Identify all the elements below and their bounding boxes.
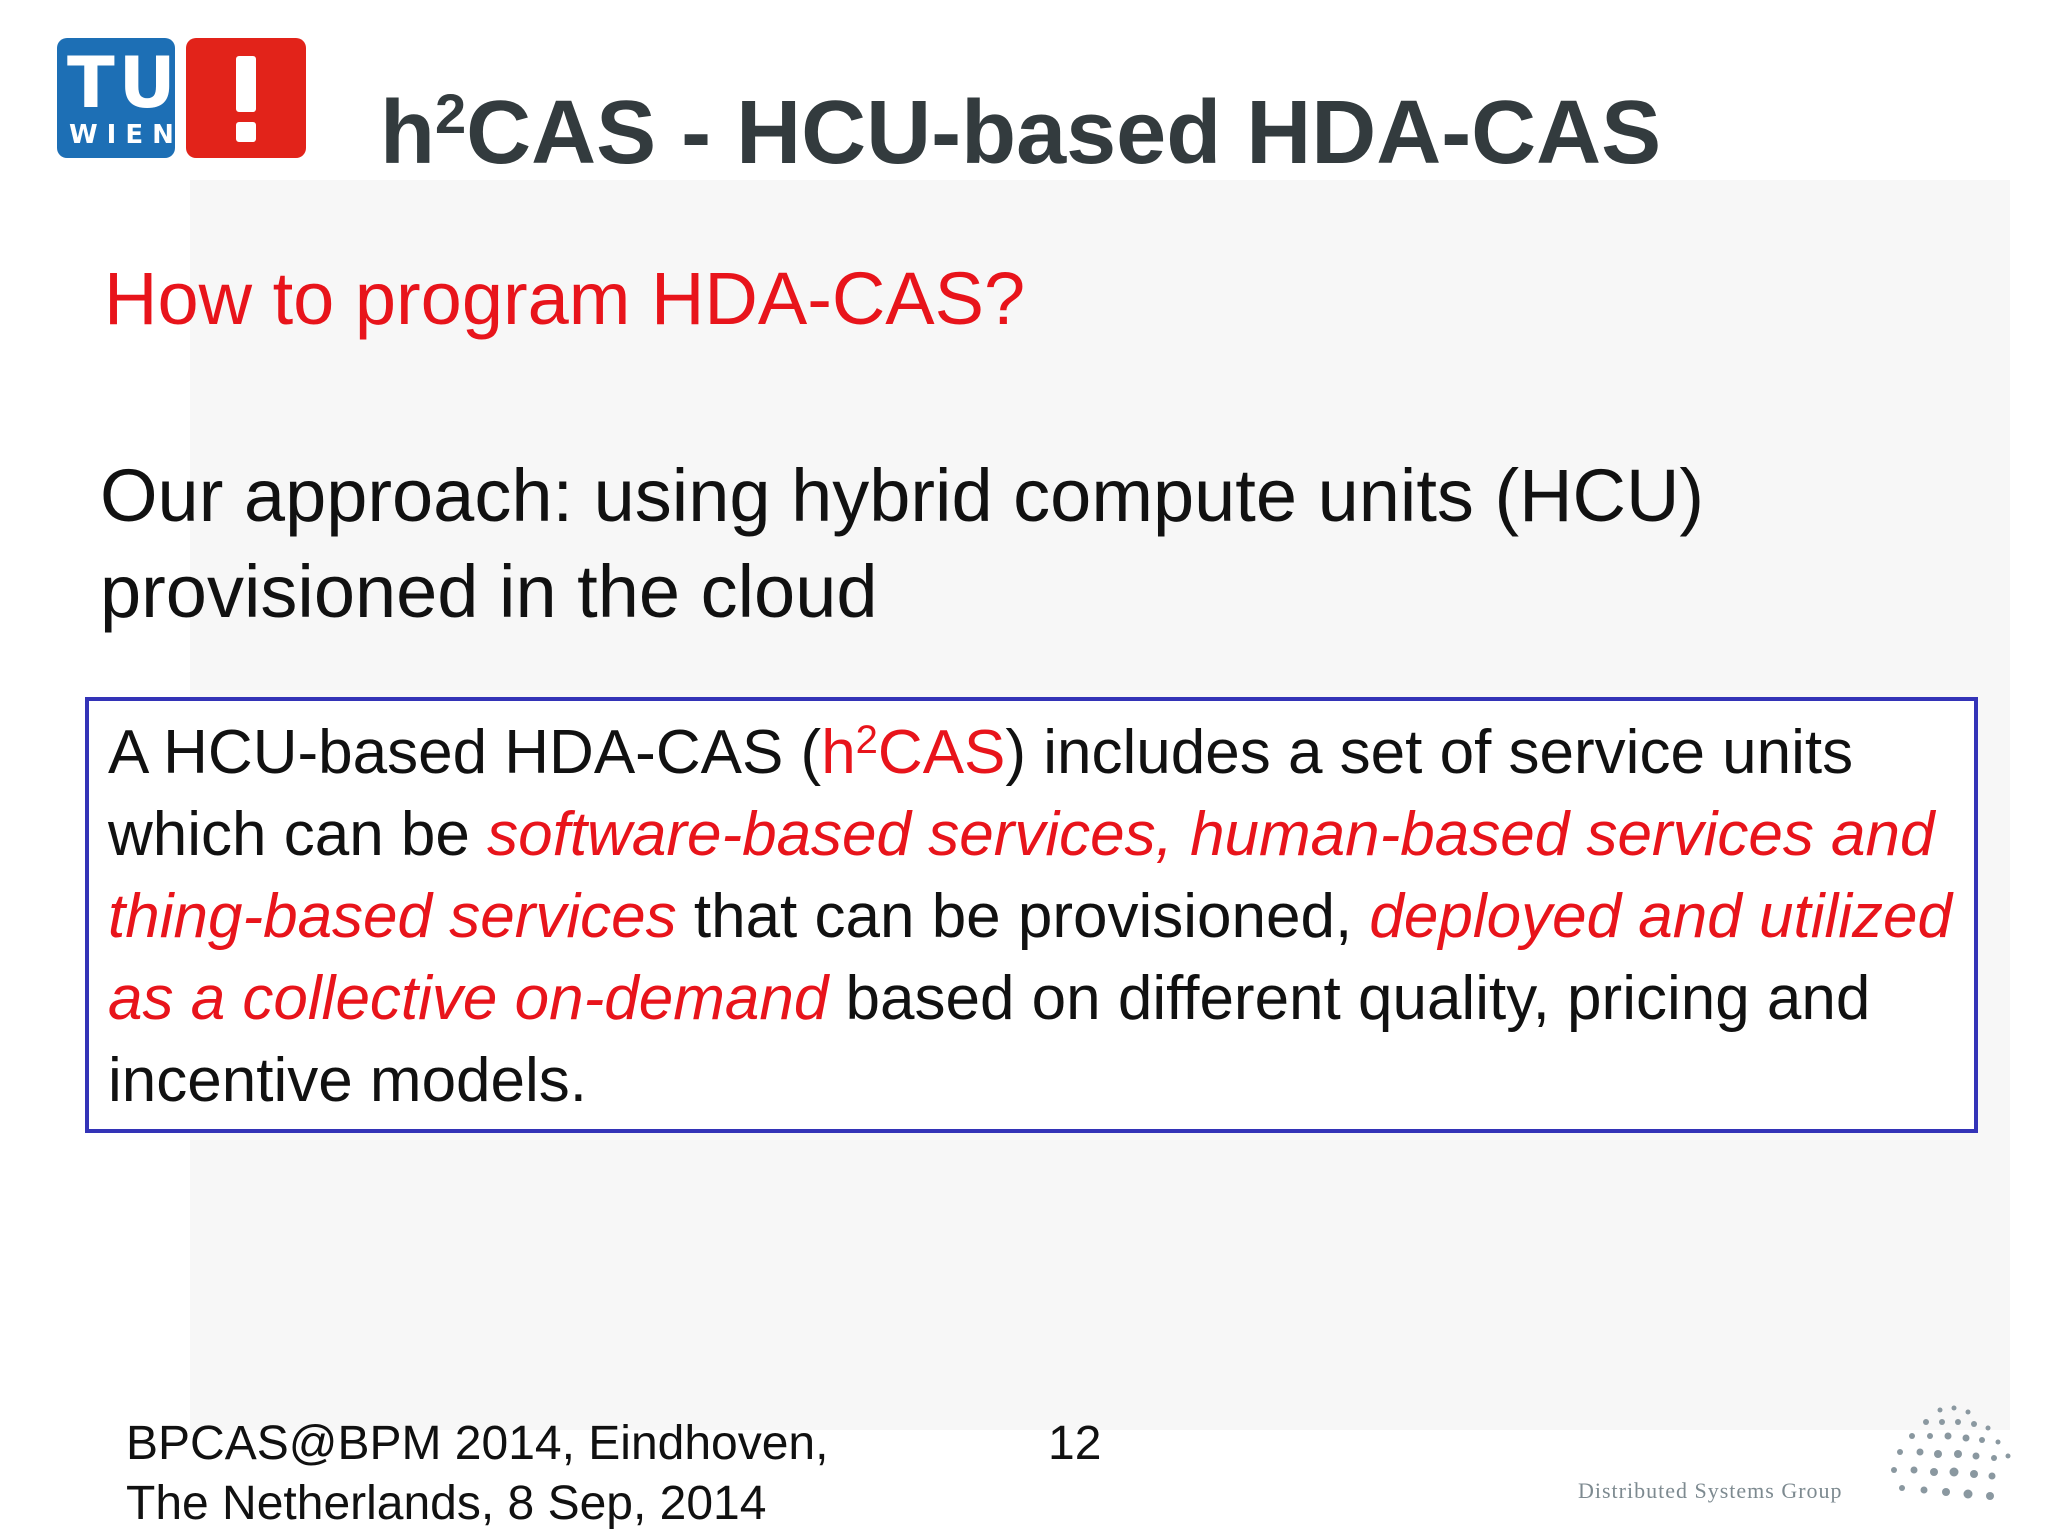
definition-part-3: that can be provisioned, <box>676 882 1370 951</box>
approach-text <box>100 448 1980 640</box>
page-number: 12 <box>1048 1417 1102 1470</box>
h2cas-term <box>821 718 1005 787</box>
footer-line-2: The Netherlands, 8 Sep, 2014 <box>126 1477 767 1530</box>
definition-part-2: ) includes a set of service units which can be <box>108 718 1854 869</box>
h2cas-superscript: 2 <box>855 718 878 762</box>
tu-logo-text: TU <box>67 42 180 124</box>
footer-line-1: BPCAS@BPM 2014, Eindhoven, <box>126 1417 829 1470</box>
wien-logo-text: WIEN <box>69 120 183 150</box>
exclamation-logo-icon <box>186 38 306 158</box>
slide-title <box>380 82 1662 183</box>
approach-line-1: Our approach: using hybrid compute units (HCU) <box>100 454 1705 537</box>
title-prefix: h <box>380 83 435 183</box>
title-superscript: 2 <box>434 82 467 145</box>
group-label: Distributed Systems Group <box>1578 1478 1843 1503</box>
footer-citation <box>126 1414 828 1534</box>
exclamation-bar <box>236 56 256 112</box>
slide-subtitle: How to program HDA-CAS? <box>104 257 1026 340</box>
title-rest: CAS - HCU-based HDA-CAS <box>466 83 1662 183</box>
h2cas-h: h <box>821 718 856 787</box>
approach-line-2: provisioned in the cloud <box>100 550 878 633</box>
definition-emphasis-1: software-based services, human-based services and thing-based services <box>108 800 1935 951</box>
h2cas-cas: CAS <box>877 718 1006 787</box>
dsg-dots-logo-icon <box>1878 1400 2018 1510</box>
definition-part-4: based on different quality, pricing and incentive models. <box>108 964 1871 1115</box>
tu-wien-logo <box>57 38 183 158</box>
exclamation-dot <box>236 122 256 142</box>
definition-text <box>108 712 1988 1122</box>
definition-emphasis-2: deployed and utilized as a collective on-demand <box>108 882 1952 1033</box>
definition-part-1: A HCU-based HDA-CAS ( <box>108 718 822 787</box>
